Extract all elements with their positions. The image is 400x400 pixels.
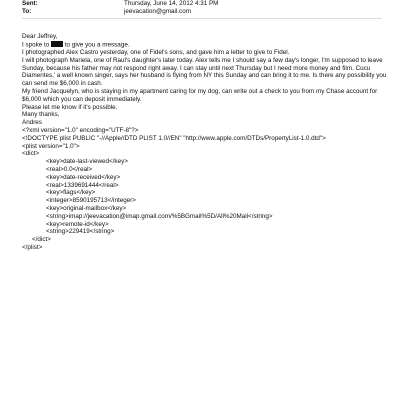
xml-key-date-last-viewed: <key>date-last-viewed</key> [46,158,128,166]
xml-key-remote-id: <key>remote-id</key> [46,220,109,228]
xml-string-remote-id: <string>229419</string> [46,228,115,236]
xml-key-flags: <key>flags</key> [46,189,96,197]
message-line-1 [22,41,394,49]
paragraph-jacquelyn: My friend Jacquelyn, who is staying in my apartment caring for my dog, can write out a check to you from my Chase account for $6,000 which you can deposit immediately. [22,88,378,103]
closing: Many thanks, [22,111,60,119]
paragraph-mariela: I will photograph Mariela, one of Raul's daughter's later today. Alex tells me I should say a few day's longer, I'm supposed to leave Sunday, because his father may not respond right away. I can stay until next Thursday but I need more money and film. Cucu Diamentes,' a well known singer, says her husband is flying from NY this Sunday and can bring it to me. Is there any possibility you can send me $6,000 in cash. [22,56,387,88]
xml-declaration: <?xml version="1.0" encoding="UTF-8"?> [22,127,139,135]
xml-real-date-received: <real>1339691444</real> [46,181,119,189]
xml-dict-open: <dict> [22,150,40,158]
header-separator [22,18,382,19]
xml-key-original-mailbox: <key>original-mailbox</key> [46,205,127,213]
greeting: Dear Jeffrey, [22,33,58,40]
xml-dict-close: </dict> [32,236,51,244]
to-value: jeevacation@gmail.com [124,8,191,15]
message-line-1-end: to give you a message. [64,41,130,49]
xml-real-date-last-viewed: <real>0.0</real> [46,166,93,174]
xml-doctype: <!DOCTYPE plist PUBLIC "-//Apple//DTD PLIST 1.0//EN" "http://www.apple.com/DTDs/PropertyList-1.0.dtd"> [22,134,326,142]
xml-plist-close: </plist> [22,244,43,252]
to-label: To: [22,8,32,15]
paragraph-alex-castro: I photographed Alex Castro yesterday, one of Fidel's sons, and gave him a letter to give to Fidel. [22,49,290,57]
sent-value: Thursday, June 14, 2012 4:31 PM [124,0,219,7]
xml-plist-open: <plist version="1.0"> [22,142,80,150]
message-line-1-start: I spoke to [22,41,50,49]
signature: Andres [22,119,42,127]
xml-key-date-received: <key>date-received</key> [46,173,121,181]
xml-integer-flags: <integer>8590195713</integer> [46,197,136,205]
redaction-box [51,41,63,47]
email-body [22,33,394,252]
sent-label: Sent: [22,0,38,7]
xml-string-original-mailbox: <string>imap://jeevacation@imap.gmail.com/%5BGmail%5D/All%20Mail</string> [46,212,273,220]
paragraph-request: Please let me know if it's possible. [22,103,118,111]
